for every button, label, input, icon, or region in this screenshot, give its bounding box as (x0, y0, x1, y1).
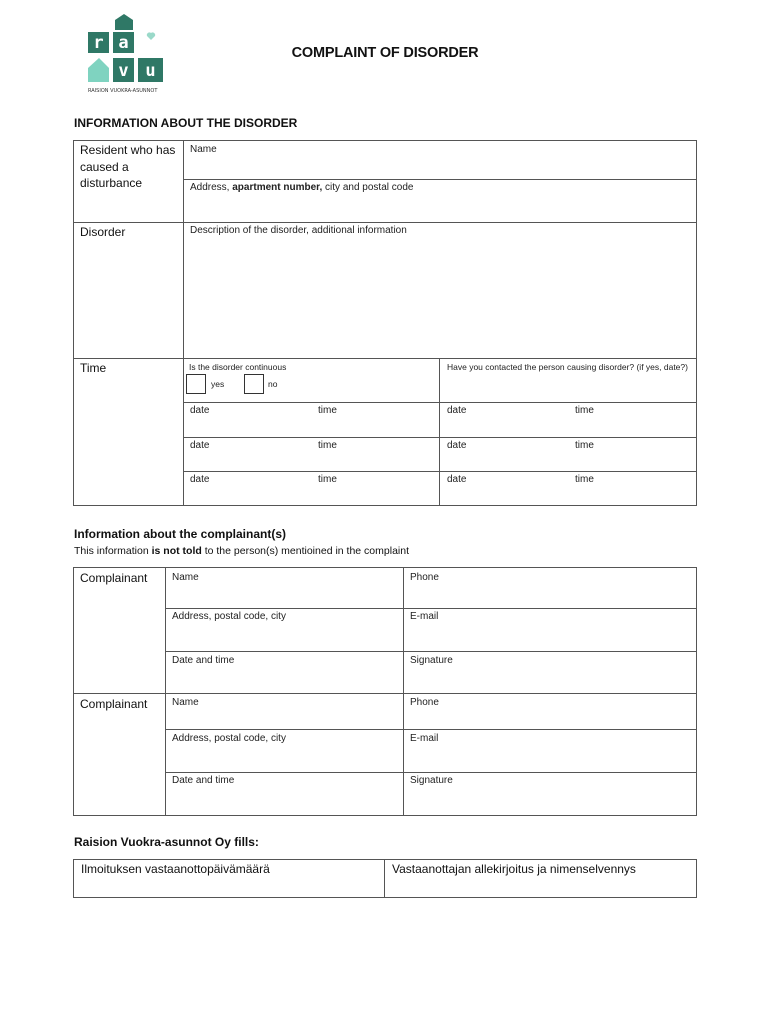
address-label-post: city and postal code (322, 182, 414, 193)
logo-tagline: RAISION VUOKRA-ASUNNOT (88, 88, 158, 94)
date-field-1[interactable]: date (190, 405, 210, 416)
complainant-2-datetime-field[interactable]: Date and time (172, 775, 235, 786)
date-field-2[interactable]: date (190, 440, 210, 451)
section-heading-complainants: Information about the complainant(s) (74, 527, 286, 541)
complainant-1-phone-field[interactable]: Phone (410, 572, 439, 583)
time-label: Time (80, 361, 107, 375)
complainant-1-signature-field[interactable]: Signature (410, 655, 453, 666)
yes-checkbox[interactable] (186, 374, 206, 394)
house-roof-shape (115, 14, 133, 30)
page-title: COMPLAINT OF DISORDER (291, 45, 479, 61)
complainant-2-email-field[interactable]: E-mail (410, 733, 439, 744)
contact-time-field-3[interactable]: time (575, 474, 594, 485)
resident-label: Resident who has caused a disturbance (80, 143, 176, 190)
no-label: no (268, 379, 278, 389)
privacy-note-bold: is not told (151, 545, 202, 557)
contact-date-field-2[interactable]: date (447, 440, 467, 451)
section-heading-office: Raision Vuokra-asunnot Oy fills: (74, 835, 259, 849)
complainant-2-signature-field[interactable]: Signature (410, 775, 453, 786)
disorder-description-field[interactable]: Description of the disorder, additional information (190, 225, 407, 236)
privacy-note-post: to the person(s) mentioined in the complaint (201, 545, 409, 557)
time-field-2[interactable]: time (318, 440, 337, 451)
complainant-1-datetime-field[interactable]: Date and time (172, 655, 235, 666)
time-field-3[interactable]: time (318, 474, 337, 485)
receiver-signature-field[interactable]: Vastaanottajan allekirjoitus ja nimenselvennys (392, 862, 636, 876)
logo-letter-a: a (118, 33, 129, 53)
ravu-logo (86, 12, 170, 96)
complainant-1-address-field[interactable]: Address, postal code, city (172, 611, 286, 622)
heart-icon (147, 32, 155, 40)
contact-time-field-2[interactable]: time (575, 440, 594, 451)
complainant-2-phone-field[interactable]: Phone (410, 697, 439, 708)
complainant-2-address-field[interactable]: Address, postal code, city (172, 733, 286, 744)
house-mint-shape (88, 58, 109, 82)
complainant-1-email-field[interactable]: E-mail (410, 611, 439, 622)
no-checkbox[interactable] (244, 374, 264, 394)
contact-date-field-1[interactable]: date (447, 405, 467, 416)
contacted-question: Have you contacted the person causing disorder? (if yes, date?) (447, 362, 688, 372)
received-date-field[interactable]: Ilmoituksen vastaanottopäivämäärä (81, 862, 270, 876)
privacy-note-pre: This information (74, 545, 152, 557)
address-label-bold: apartment number, (232, 182, 323, 193)
complainant-2-label: Complainant (80, 697, 148, 711)
address-label-pre: Address, (190, 182, 233, 193)
date-field-3[interactable]: date (190, 474, 210, 485)
yes-label: yes (211, 379, 225, 389)
logo-letter-v: v (118, 61, 129, 81)
complainant-2-name-field[interactable]: Name (172, 697, 199, 708)
section-heading-disorder: INFORMATION ABOUT THE DISORDER (74, 116, 298, 130)
resident-name-field[interactable]: Name (190, 144, 217, 155)
continuous-question: Is the disorder continuous (189, 362, 287, 372)
complainant-1-label: Complainant (80, 571, 148, 585)
logo-letter-u: u (145, 61, 156, 81)
disorder-label: Disorder (80, 225, 126, 239)
resident-address-field[interactable] (190, 182, 413, 193)
contact-date-field-3[interactable]: date (447, 474, 467, 485)
time-field-1[interactable]: time (318, 405, 337, 416)
complainant-1-name-field[interactable]: Name (172, 572, 199, 583)
contact-time-field-1[interactable]: time (575, 405, 594, 416)
logo-letter-r: r (93, 33, 104, 53)
privacy-note (74, 545, 409, 557)
